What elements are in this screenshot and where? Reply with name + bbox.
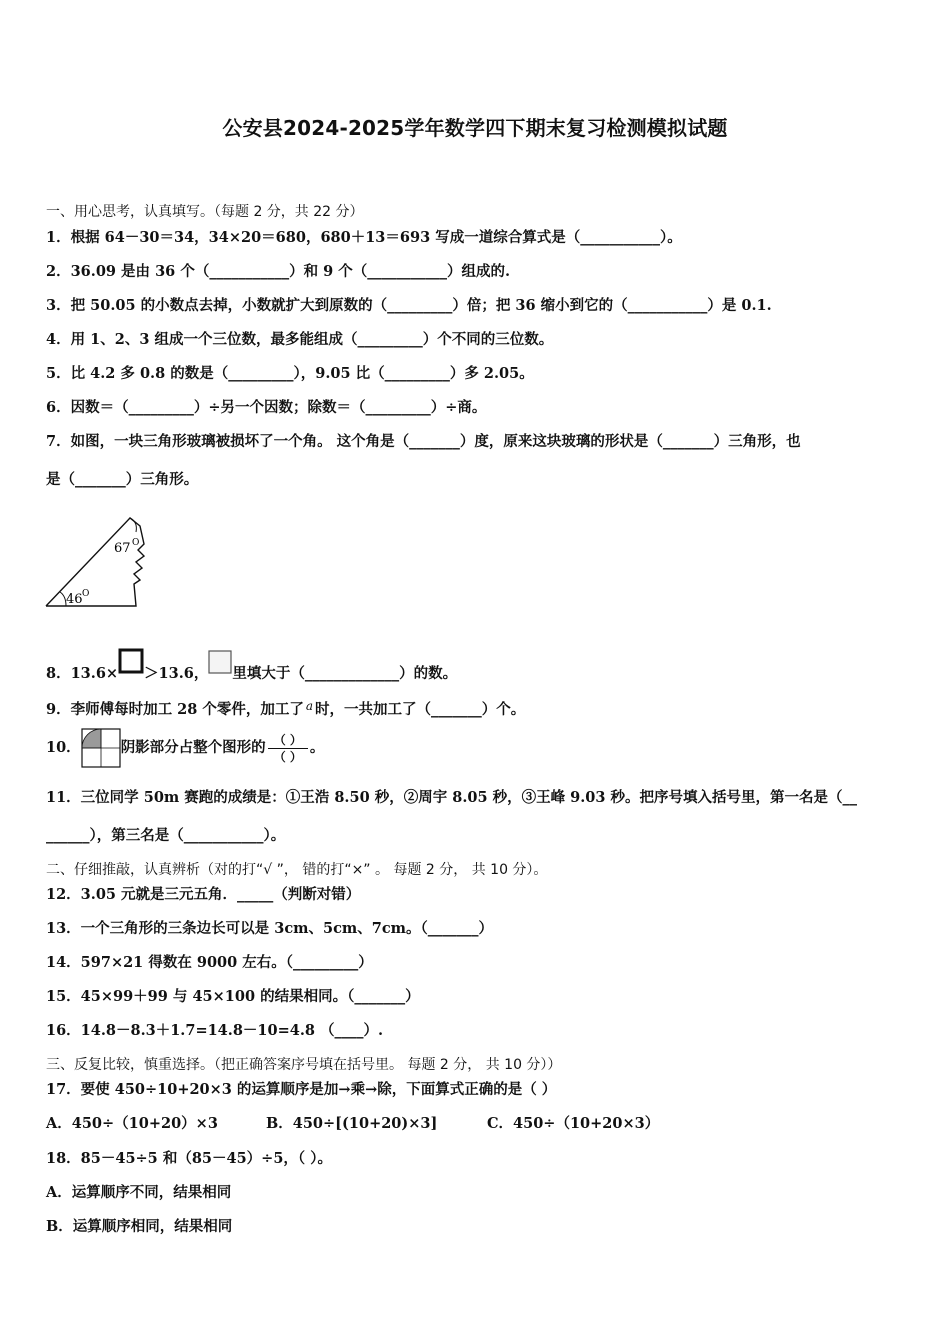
question-5: 5．比 4.2 多 0.8 的数是（_________），9.05 比（_________）多 2.05。 xyxy=(46,365,534,382)
question-17-options xyxy=(46,1114,906,1134)
question-14: 14．597×21 得数在 9000 左右。（_________） xyxy=(46,954,373,971)
angle-46-degree: O xyxy=(82,589,90,599)
section-3-heading: 三、反复比较，慎重选择。（把正确答案序号填在括号里。 每题 2 分， 共 10 分）） xyxy=(46,1057,562,1073)
question-15: 15．45×99＋99 与 45×100 的结果相同。（_______） xyxy=(46,988,420,1005)
q9-prefix: 9．李师傅每时加工 28 个零件，加工了 xyxy=(46,701,304,718)
q8-middle: ＞13.6， xyxy=(144,665,209,682)
question-12: 12．3.05 元就是三元五角．_____（判断对错） xyxy=(46,886,361,903)
question-6: 6．因数＝（_________）÷另一个因数；除数＝（_________）÷商。 xyxy=(46,399,487,416)
angle-67-degree: O xyxy=(132,538,140,548)
q18-option-b: B．运算顺序相同，结果相同 xyxy=(46,1218,233,1235)
question-3: 3．把 50.05 的小数点去掉，小数就扩大到原数的（_________）倍；把 36 缩小到它的（___________）是 0.1. xyxy=(46,297,772,314)
q10-middle: 阴影部分占整个图形的 xyxy=(120,739,266,756)
q10-fraction xyxy=(268,732,308,765)
question-1: 1．根据 64－30＝34，34×20＝680，680＋13＝693 写成一道综合算式是（___________）。 xyxy=(46,229,682,246)
question-4: 4．用 1、2、3 组成一个三位数，最多能组成（_________）个不同的三位数。 xyxy=(46,331,554,348)
bold-square-icon xyxy=(118,648,144,674)
fraction-denominator: （ ） xyxy=(273,749,302,764)
question-8 xyxy=(46,648,906,684)
fraction-numerator: （ ） xyxy=(268,732,308,749)
question-9 xyxy=(46,696,906,720)
question-7-line-2: 是（_______）三角形。 xyxy=(46,471,199,488)
q18-option-a: A．运算顺序不同，结果相同 xyxy=(46,1184,232,1201)
question-2: 2．36.09 是由 36 个（___________）和 9 个（___________）组成的. xyxy=(46,263,511,280)
question-16: 16．14.8－8.3＋1.7=14.8－10=4.8 （____）. xyxy=(46,1022,384,1039)
q17-option-b: B．450÷[(10+20)×3] xyxy=(266,1115,438,1132)
shaded-square-figure xyxy=(81,728,121,768)
question-11-line-1: 11．三位同学 50m 赛跑的成绩是：①王浩 8.50 秒，②周宇 8.05 秒，③王峰 9.03 秒。把序号填入括号里，第一名是（__ xyxy=(46,789,858,806)
q8-prefix: 8．13.6× xyxy=(46,665,119,682)
page-title: 公安县2024-2025学年数学四下期末复习检测模拟试题 xyxy=(222,116,728,140)
angle-67-label: 67 xyxy=(114,541,131,556)
section-2-heading: 二、仔细推敲，认真辨析（对的打“√ ”， 错的打“×” 。 每题 2 分， 共 10 分）。 xyxy=(46,862,548,878)
q9-variable: a xyxy=(305,699,314,713)
q17-option-c: C．450÷（10+20×3） xyxy=(487,1115,660,1132)
angle-46-label: 46 xyxy=(66,592,83,607)
square-icon xyxy=(208,650,232,674)
question-11-line-2: ______），第三名是（___________）。 xyxy=(46,827,286,844)
question-7-line-1: 7．如图，一块三角形玻璃被损坏了一个角。 这个角是（_______）度，原来这块玻璃的形状是（_______）三角形，也 xyxy=(46,433,801,450)
q9-suffix: 时，一共加工了（_______）个。 xyxy=(315,701,526,718)
broken-triangle-figure xyxy=(42,512,162,612)
q17-option-a: A．450÷（10+20）×3 xyxy=(46,1115,218,1132)
q10-prefix: 10． xyxy=(46,739,81,756)
question-17: 17．要使 450÷10+20×3 的运算顺序是加→乘→除，下面算式正确的是（ ） xyxy=(46,1081,557,1098)
question-13: 13．一个三角形的三条边长可以是 3cm、5cm、7cm。（_______） xyxy=(46,920,494,937)
q8-suffix: 里填大于（_____________）的数。 xyxy=(232,665,458,682)
question-18: 18．85－45÷5 和（85－45）÷5，（ ）。 xyxy=(46,1150,332,1167)
q10-suffix: 。 xyxy=(309,739,325,756)
section-1-heading: 一、用心思考，认真填写。（每题 2 分，共 22 分） xyxy=(46,204,364,220)
question-10 xyxy=(46,728,906,768)
